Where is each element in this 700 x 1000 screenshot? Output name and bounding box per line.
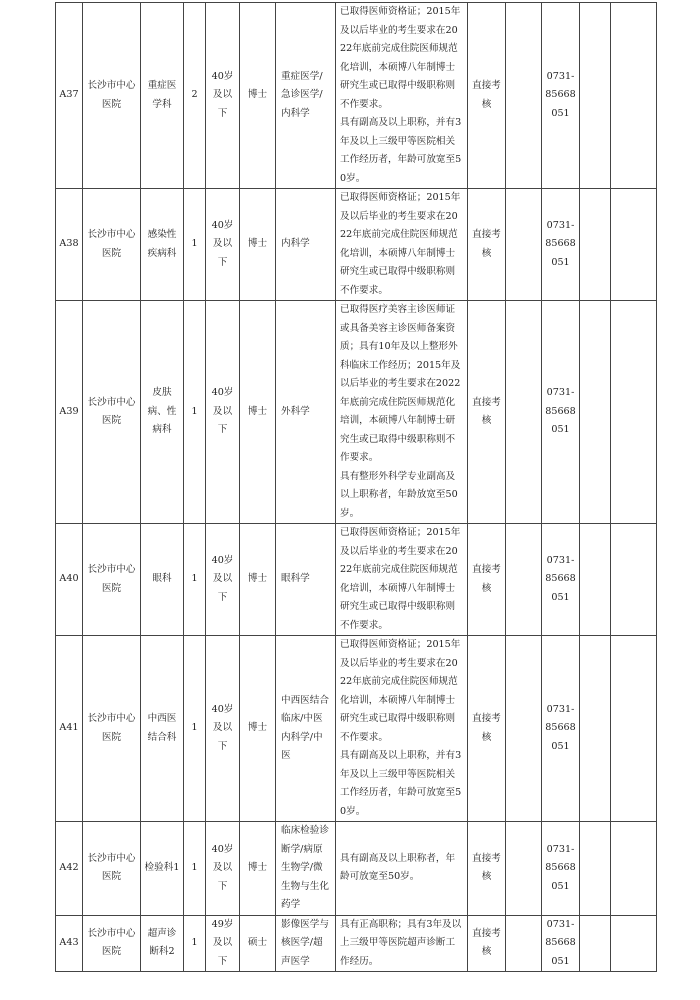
blank-cell: [506, 189, 542, 301]
headcount: 1: [184, 524, 206, 636]
exam-method: 直接考核: [468, 915, 506, 972]
position-code: A40: [56, 524, 83, 636]
hospital-name: 长沙市中心医院: [83, 189, 141, 301]
age-limit: 40岁及以下: [206, 301, 240, 524]
blank-cell: [580, 189, 611, 301]
table-row: [56, 524, 657, 636]
hospital-name: 长沙市中心医院: [83, 3, 141, 189]
requirements: [336, 301, 468, 524]
position-code: A39: [56, 301, 83, 524]
phone: 0731-85668051: [542, 524, 580, 636]
phone: 0731-85668051: [542, 189, 580, 301]
age-limit: 40岁及以下: [206, 524, 240, 636]
major: 临床检验诊断学/病原生物学/微生物与生化药学: [276, 822, 336, 916]
department: 皮肤病、性病科: [141, 301, 184, 524]
headcount: 1: [184, 636, 206, 822]
requirement-text: 具有整形外科学专业副高及以上职称者，年龄放宽至50岁。: [340, 470, 458, 519]
exam-method: 直接考核: [468, 524, 506, 636]
table-row: [56, 189, 657, 301]
major: 重症医学/急诊医学/内科学: [276, 3, 336, 189]
exam-method: 直接考核: [468, 636, 506, 822]
hospital-name: 长沙市中心医院: [83, 301, 141, 524]
requirement-text: 具有副高及以上职称者，年龄可放宽至50岁。: [340, 852, 456, 883]
requirement-text: 具有正高职称；具有3年及以上三级甲等医院超声诊断工作经历。: [340, 918, 462, 967]
blank-cell: [580, 636, 611, 822]
hospital-name: 长沙市中心医院: [83, 636, 141, 822]
department: 检验科1: [141, 822, 184, 916]
department: 眼科: [141, 524, 184, 636]
department: 超声诊断科2: [141, 915, 184, 972]
blank-cell: [506, 524, 542, 636]
degree: 博士: [240, 524, 276, 636]
exam-method: 直接考核: [468, 189, 506, 301]
position-code: A43: [56, 915, 83, 972]
age-limit: 40岁及以下: [206, 3, 240, 189]
requirements: [336, 636, 468, 822]
blank-cell: [611, 3, 657, 189]
blank-cell: [506, 3, 542, 189]
age-limit: 40岁及以下: [206, 636, 240, 822]
blank-cell: [580, 822, 611, 916]
major: 外科学: [276, 301, 336, 524]
requirement-text: 已取得医师资格证；2015年及以后毕业的考生要求在2022年底前完成住院医师规范化培训，本硕博八年制博士研究生或已取得中级职称则不作要求。: [340, 639, 461, 743]
blank-cell: [506, 915, 542, 972]
requirement-text: 已取得医疗美容主诊医师证或具备美容主诊医师备案资质；具有10年及以上整形外科临床工作经历；2015年及以后毕业的考生要求在2022年底前完成住院医师规范化培训，本硕博八年制博士研究生或已取得中级职称则不作要求。: [340, 304, 461, 463]
position-code: A37: [56, 3, 83, 189]
table-row: [56, 636, 657, 822]
headcount: 1: [184, 915, 206, 972]
degree: 博士: [240, 636, 276, 822]
headcount: 1: [184, 301, 206, 524]
requirements: [336, 524, 468, 636]
major: 内科学: [276, 189, 336, 301]
hospital-name: 长沙市中心医院: [83, 915, 141, 972]
requirement-text: 已取得医师资格证；2015年及以后毕业的考生要求在2022年底前完成住院医师规范化培训，本硕博八年制博士研究生或已取得中级职称则不作要求。: [340, 527, 461, 631]
phone: 0731-85668051: [542, 636, 580, 822]
table-row: [56, 822, 657, 916]
requirements: [336, 822, 468, 916]
blank-cell: [611, 524, 657, 636]
blank-cell: [611, 915, 657, 972]
exam-method: 直接考核: [468, 822, 506, 916]
requirement-text: 已取得医师资格证；2015年及以后毕业的考生要求在2022年底前完成住院医师规范化培训，本硕博八年制博士研究生或已取得中级职称则不作要求。: [340, 192, 461, 296]
blank-cell: [611, 301, 657, 524]
hospital-name: 长沙市中心医院: [83, 524, 141, 636]
requirement-text: 具有副高及以上职称，并有3年及以上三级甲等医院相关工作经历者，年龄可放宽至50岁。: [340, 117, 462, 184]
degree: 博士: [240, 301, 276, 524]
requirement-text: 已取得医师资格证；2015年及以后毕业的考生要求在2022年底前完成住院医师规范化培训，本硕博八年制博士研究生或已取得中级职称则不作要求。: [340, 6, 461, 110]
blank-cell: [506, 301, 542, 524]
blank-cell: [580, 524, 611, 636]
headcount: 2: [184, 3, 206, 189]
department: 感染性疾病科: [141, 189, 184, 301]
department: 重症医学科: [141, 3, 184, 189]
degree: 博士: [240, 822, 276, 916]
table-row: [56, 915, 657, 972]
blank-cell: [506, 636, 542, 822]
table-row: [56, 301, 657, 524]
position-code: A38: [56, 189, 83, 301]
blank-cell: [611, 822, 657, 916]
degree: 博士: [240, 189, 276, 301]
phone: 0731-85668051: [542, 822, 580, 916]
age-limit: 40岁及以下: [206, 822, 240, 916]
phone: 0731-85668051: [542, 3, 580, 189]
degree: 博士: [240, 3, 276, 189]
headcount: 1: [184, 822, 206, 916]
blank-cell: [506, 822, 542, 916]
major: 中西医结合临床/中医内科学/中医: [276, 636, 336, 822]
blank-cell: [611, 636, 657, 822]
phone: 0731-85668051: [542, 301, 580, 524]
recruitment-table: [55, 2, 657, 972]
table-row: [56, 3, 657, 189]
major: 眼科学: [276, 524, 336, 636]
blank-cell: [580, 915, 611, 972]
requirements: [336, 189, 468, 301]
blank-cell: [580, 3, 611, 189]
age-limit: 40岁及以下: [206, 189, 240, 301]
blank-cell: [580, 301, 611, 524]
requirements: [336, 3, 468, 189]
blank-cell: [611, 189, 657, 301]
phone: 0731-85668051: [542, 915, 580, 972]
exam-method: 直接考核: [468, 301, 506, 524]
position-code: A42: [56, 822, 83, 916]
position-code: A41: [56, 636, 83, 822]
requirement-text: 具有副高及以上职称，并有3年及以上三级甲等医院相关工作经历者，年龄可放宽至50岁。: [340, 750, 462, 817]
major: 影像医学与核医学/超声医学: [276, 915, 336, 972]
department: 中西医结合科: [141, 636, 184, 822]
age-limit: 49岁及以下: [206, 915, 240, 972]
requirements: [336, 915, 468, 972]
degree: 硕士: [240, 915, 276, 972]
hospital-name: 长沙市中心医院: [83, 822, 141, 916]
headcount: 1: [184, 189, 206, 301]
exam-method: 直接考核: [468, 3, 506, 189]
